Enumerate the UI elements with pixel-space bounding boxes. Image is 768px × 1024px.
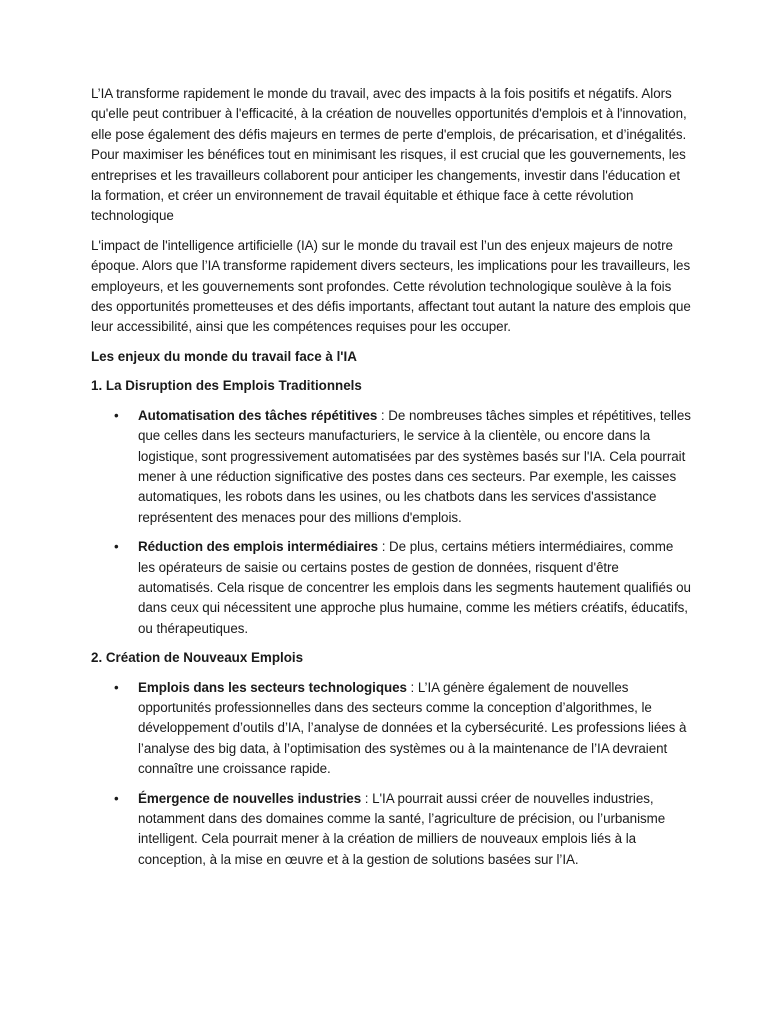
list-item-term: Émergence de nouvelles industries xyxy=(138,790,362,806)
bullet-list-1 xyxy=(91,406,691,639)
list-item xyxy=(91,406,691,528)
list-item-term: Automatisation des tâches répétitives xyxy=(138,407,378,423)
list-item-text: : L'IA pourrait aussi créer de nouvelles industries, notamment dans des domaines comme la santé, l’agriculture de précision, ou l’urbanisme intelligent. Cela pourrait mener à la création de milliers de nouveaux emplois liés à la conception, à la mise en œuvre et à la gestion de solutions basées sur l’IA. xyxy=(138,790,666,867)
bullet-icon: • xyxy=(114,790,119,806)
document-page xyxy=(91,84,691,879)
intro-paragraph-1: L’IA transforme rapidement le monde du travail, avec des impacts à la fois positifs et négatifs. Alors qu'elle peut contribuer à l'efficacité, à la création de nouvelles opportunités d'emplois et à l'innovation, elle pose également des défis majeurs en termes de perte d'emplois, de précarisation, et d’inégalités. Pour maximiser les bénéfices tout en minimisant les risques, il est crucial que les gouvernements, les entreprises et les travailleurs collaborent pour anticiper les changements, investir dans l'éducation et la formation, et créer un environnement de travail équitable et éthique face à cette révolution technologique xyxy=(91,86,687,224)
list-item xyxy=(91,537,691,639)
main-heading: Les enjeux du monde du travail face à l'IA xyxy=(91,348,357,364)
bullet-icon: • xyxy=(114,407,119,423)
section-heading-2: 2. Création de Nouveaux Emplois xyxy=(91,650,304,666)
bullet-icon: • xyxy=(114,679,119,695)
list-item-term: Réduction des emplois intermédiaires xyxy=(138,539,379,555)
section-heading-1: 1. La Disruption des Emplois Traditionnels xyxy=(91,378,362,394)
intro-paragraph-2: L'impact de l'intelligence artificielle (IA) sur le monde du travail est l’un des enjeux majeurs de notre époque. Alors que l’IA transforme rapidement divers secteurs, les implications pour les travailleurs, les employeurs, et les gouvernements sont profondes. Cette révolution technologique soulève à la fois des opportunités prometteuses et des défis importants, affectant tout autant la nature des emplois que leur accessibilité, ainsi que les compétences requises pour les occuper. xyxy=(91,237,691,335)
bullet-list-2 xyxy=(91,678,691,871)
list-item-text: : De nombreuses tâches simples et répétitives, telles que celles dans les secteurs manufacturiers, le service à la clientèle, ou encore dans la logistique, sont progressivement automatisées par des systèmes basés sur l'IA. Cela pourrait mener à une réduction significative des postes dans ces secteurs. Par exemple, les caisses automatiques, les robots dans les usines, ou les chatbots dans les services d'assistance représentent des menaces pour des millions d'emplois. xyxy=(138,407,691,525)
list-item-text: : De plus, certains métiers intermédiaires, comme les opérateurs de saisie ou certains postes de gestion de données, risquent d'être automatisés. Cela risque de concentrer les emplois dans les segments hautement qualifiés ou dans ceux qui nécessitent une approche plus humaine, comme les métiers créatifs, éducatifs, ou thérapeutiques. xyxy=(138,539,691,636)
list-item-term: Emplois dans les secteurs technologiques xyxy=(138,679,407,695)
list-item-text: : L’IA génère également de nouvelles opportunités professionnelles dans des secteurs comme la conception d’algorithmes, le développement d’outils d’IA, l’analyse de données et la cybersécurité. Les professions liées à l’analyse des big data, à l’optimisation des systèmes ou à la maintenance de l’IA devraient connaître une croissance rapide. xyxy=(138,679,687,777)
list-item xyxy=(91,789,691,871)
bullet-icon: • xyxy=(114,539,119,555)
list-item xyxy=(91,678,691,780)
